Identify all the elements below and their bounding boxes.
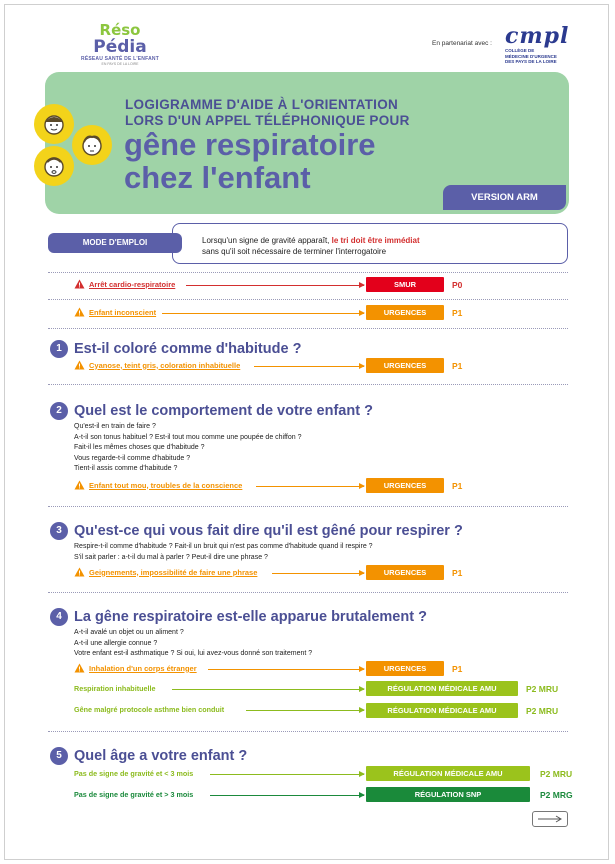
logo-pedia-text: Pédia	[93, 37, 147, 57]
row-label: Enfant tout mou, troubles de la conscience	[89, 480, 243, 490]
priority-code: P0	[452, 280, 463, 290]
child-face-icon	[72, 125, 112, 165]
cmpl-name-1: COLLÈGE DE	[505, 48, 535, 53]
divider	[48, 506, 568, 507]
row-label: Cyanose, teint gris, coloration inhabituelle	[89, 360, 241, 370]
mode-text-2: sans qu'il soit nécessaire de terminer l'interrogatoire	[202, 247, 387, 256]
action-smur: SMUR	[366, 277, 444, 292]
row-gene-asthme: Gêne malgré protocole asthme bien conduit	[74, 705, 225, 714]
title-line-2: LORS D'UN APPEL TÉLÉPHONIQUE POUR	[125, 113, 410, 128]
mode-emploi-label: MODE D'EMPLOI	[48, 233, 182, 253]
mode-text-1: Lorsqu'un signe de gravité apparaît,	[202, 236, 332, 245]
title-small	[125, 97, 410, 129]
priority-code: P1	[452, 481, 463, 491]
row-inhalation	[74, 663, 197, 673]
detail-line: A-t-il une allergie connue ?	[74, 639, 158, 647]
question-title: La gêne respiratoire est-elle apparue brutalement ?	[74, 609, 427, 625]
detail-line: A-t-il avalé un objet ou un aliment ?	[74, 629, 184, 636]
detail-line: Qu'est-il en train de faire ?	[74, 423, 156, 430]
priority-code: P1	[452, 361, 463, 371]
priority-code: P1	[452, 568, 463, 578]
arrow	[256, 486, 364, 487]
warning-icon	[74, 663, 85, 673]
logo-reso-text: Réso	[99, 21, 141, 39]
detail-line: Tient-il assis comme d'habitude ?	[74, 465, 178, 472]
cmpl-logo-mark: cmpl	[505, 23, 570, 49]
question-details	[74, 628, 554, 660]
divider	[48, 328, 568, 329]
divider	[48, 731, 568, 732]
arrow	[254, 366, 364, 367]
row-arret-cardio	[74, 279, 175, 289]
row-geignements	[74, 567, 257, 577]
arrow	[210, 774, 364, 775]
child-face-icon	[34, 146, 74, 186]
detail-line: A-t-il son tonus habituel ? Est-il tout mou comme une poupée de chiffon ?	[74, 433, 302, 441]
cmpl-name-3: DES PAYS DE LA LOIRE	[505, 59, 557, 64]
divider	[48, 592, 568, 593]
question-title: Quel est le comportement de votre enfant ?	[74, 403, 373, 419]
row-label: Geignements, impossibilité de faire une phrase	[89, 567, 258, 577]
question-title: Est-il coloré comme d'habitude ?	[74, 341, 302, 357]
cmpl-logo	[505, 24, 577, 65]
detail-line: S'il sait parler : a-t-il du mal à parler ? Peut-il dire une phrase ?	[74, 553, 268, 561]
priority-code: P1	[452, 308, 463, 318]
question-title: Qu'est-ce qui vous fait dire qu'il est gêné pour respirer ?	[74, 523, 463, 539]
detail-line: Fait-il les mêmes choses que d'habitude ?	[74, 444, 205, 451]
arrow	[172, 689, 364, 690]
warning-icon	[74, 307, 85, 317]
arrow	[246, 710, 364, 711]
action-regulation-snp: RÉGULATION SNP	[366, 787, 530, 802]
action-urgences: URGENCES	[366, 478, 444, 493]
question-number: 5	[50, 747, 68, 765]
row-moins-3-mois: Pas de signe de gravité et < 3 mois	[74, 769, 194, 778]
priority-code: P2 MRU	[526, 684, 559, 694]
action-urgences: URGENCES	[366, 305, 444, 320]
next-page-button[interactable]	[532, 811, 568, 827]
arrow	[210, 795, 364, 796]
question-number: 3	[50, 522, 68, 540]
warning-icon	[74, 279, 85, 289]
logo-subtitle-2: EN PAYS DE LA LOIRE	[101, 62, 139, 66]
arrow	[186, 285, 364, 286]
arrow	[208, 669, 364, 670]
page-title	[124, 128, 376, 194]
warning-icon	[74, 567, 85, 577]
mode-emploi-text	[202, 235, 562, 257]
row-respiration-inhabituelle: Respiration inhabituelle	[74, 684, 156, 693]
action-regulation-amu: RÉGULATION MÉDICALE AMU	[366, 766, 530, 781]
arrow	[272, 573, 364, 574]
cmpl-name-2: MÉDECINE D'URGENCE	[505, 53, 557, 59]
mode-text-red: le tri doit être immédiat	[331, 236, 420, 245]
question-number: 1	[50, 340, 68, 358]
divider	[48, 272, 568, 273]
row-enfant-inconscient	[74, 307, 156, 317]
detail-line: Respire-t-il comme d'habitude ? Fait-il un bruit qui n'est pas comme d'habitude quand il respire ?	[74, 543, 373, 550]
row-label: Arrêt cardio-respiratoire	[89, 279, 176, 289]
divider	[48, 299, 568, 300]
detail-line: Votre enfant est-il asthmatique ? Si oui, lui avez-vous donné son traitement ?	[74, 650, 313, 657]
action-urgences: URGENCES	[366, 358, 444, 373]
action-urgences: URGENCES	[366, 565, 444, 580]
row-label: Inhalation d'un corps étranger	[89, 663, 197, 673]
title-big-1: gêne respiratoire	[124, 127, 376, 162]
question-title: Quel âge a votre enfant ?	[74, 748, 248, 764]
divider	[48, 384, 568, 385]
row-cyanose	[74, 360, 240, 370]
child-face-icon	[34, 104, 74, 144]
priority-code: P2 MRU	[526, 706, 559, 716]
question-details	[74, 542, 554, 563]
action-regulation-amu: RÉGULATION MÉDICALE AMU	[366, 703, 518, 718]
warning-icon	[74, 480, 85, 490]
arrow	[162, 313, 364, 314]
logo-subtitle: RÉSEAU SANTÉ DE L'ENFANT	[81, 56, 159, 62]
arrow-right-icon	[537, 815, 563, 823]
action-urgences: URGENCES	[366, 661, 444, 676]
row-enfant-mou	[74, 480, 242, 490]
row-plus-3-mois: Pas de signe de gravité et > 3 mois	[74, 790, 194, 799]
partner-label: En partenariat avec :	[432, 40, 492, 47]
action-regulation-amu: RÉGULATION MÉDICALE AMU	[366, 681, 518, 696]
priority-code: P1	[452, 664, 463, 674]
version-badge: VERSION ARM	[443, 185, 566, 210]
row-label: Enfant inconscient	[89, 307, 157, 317]
question-number: 4	[50, 608, 68, 626]
priority-code: P2 MRG	[540, 790, 573, 800]
priority-code: P2 MRU	[540, 769, 573, 779]
warning-icon	[74, 360, 85, 370]
question-number: 2	[50, 402, 68, 420]
detail-line: Vous regarde-t-il comme d'habitude ?	[74, 454, 191, 462]
title-line-1: LOGIGRAMME D'AIDE À L'ORIENTATION	[125, 97, 399, 112]
question-details	[74, 422, 554, 475]
title-big-2: chez l'enfant	[124, 160, 311, 195]
